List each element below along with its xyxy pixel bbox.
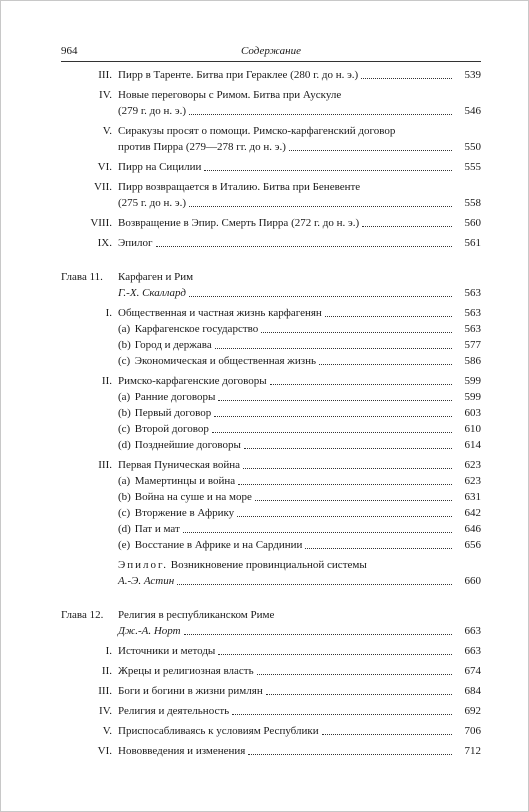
toc-entry: V. Сиракузы просят о помощи. Римско-карфагенский договор против Пирра (279—278 гг. до н. э.) 550 — [102, 125, 481, 153]
toc-subentry: (e) Восстание в Африке и на Сардинии 656 — [118, 539, 481, 551]
toc-entry: III. Пирр в Таренте. Битва при Гераклее (280 г. до н. э.) 539 — [98, 69, 481, 81]
toc-entry: IX. Эпилог 561 — [97, 237, 481, 249]
chapter-title: Карфаген и Рим — [118, 271, 194, 283]
toc-entry: I. Источники и методы 663 — [105, 645, 481, 657]
chapter-heading: Глава 11. Карфаген и Рим Г.-Х. Скаллард 563 — [61, 271, 481, 299]
toc-entry: VI. Нововведения и изменения 712 — [97, 745, 481, 757]
toc-entry: III. Первая Пуническая война 623 (a) Мамертинцы и война 623 (b) Война на суше и на море 631 (c) Вторжение в Африку 642 (d) Пат и мат 646 (e) Восстание в Африке и на Сардинии 656 — [98, 459, 481, 551]
toc-entry: IV. Религия и деятельность 692 — [99, 705, 481, 717]
toc-entry: VII. Пирр возвращается в Италию. Битва при Беневенте (275 г. до н. э.) 558 — [93, 181, 481, 209]
chapter-title: Религия в республиканском Риме — [118, 609, 275, 621]
chapter-author: Г.-Х. Скаллард — [118, 287, 186, 299]
toc-epilog: Эпилог. Возникновение провинциальной системы А.-Э. Астин 660 — [118, 559, 481, 587]
chapter-author: Дж.-А. Норт — [118, 625, 181, 637]
toc-subentry: (a) Ранние договоры 599 — [118, 391, 481, 403]
running-title: Содержание — [240, 45, 301, 57]
table-of-contents — [61, 67, 481, 759]
toc-subentry: (b) Первый договор 603 — [118, 407, 481, 419]
toc-subentry: (d) Пат и мат 646 — [118, 523, 481, 535]
toc-entry: I. Общественная и частная жизнь карфагенян 563 (a) Карфагенское государство 563 (b) Город и держава 577 (c) Экономическая и общественная жизнь 586 — [105, 307, 481, 367]
toc-entry: II. Римско-карфагенские договоры 599 (a) Ранние договоры 599 (b) Первый договор 603 (c) Второй договор 610 (d) Позднейшие договоры 614 — [101, 375, 481, 451]
page-number: 964 — [61, 45, 78, 57]
toc-entry: IV. Новые переговоры с Римом. Битва при Аускуле (279 г. до н. э.) 546 — [99, 89, 481, 117]
toc-entry: III. Боги и богини в жизни римлян 684 — [98, 685, 481, 697]
running-header — [61, 45, 481, 61]
toc-subentry: (a) Мамертинцы и война 623 — [118, 475, 481, 487]
chapter-heading: Глава 12. Религия в республиканском Риме Дж.-А. Норт 663 — [61, 609, 481, 637]
toc-subentry: (b) Город и держава 577 — [118, 339, 481, 351]
toc-subentry: (b) Война на суше и на море 631 — [118, 491, 481, 503]
header-rule — [61, 61, 481, 62]
toc-subentry: (c) Второй договор 610 — [118, 423, 481, 435]
toc-entry: VI. Пирр на Сицилии 555 — [97, 161, 481, 173]
toc-entry: V. Приспосабливаясь к условиям Республики 706 — [102, 725, 481, 737]
toc-subentry: (d) Позднейшие договоры 614 — [118, 439, 481, 451]
toc-entry: VIII. Возвращение в Эпир. Смерть Пирра (272 г. до н. э.) 560 — [90, 217, 481, 229]
toc-subentry: (a) Карфагенское государство 563 — [118, 323, 481, 335]
toc-subentry: (c) Вторжение в Африку 642 — [118, 507, 481, 519]
toc-entry: II. Жрецы и религиозная власть 674 — [101, 665, 481, 677]
toc-subentry: (c) Экономическая и общественная жизнь 586 — [118, 355, 481, 367]
